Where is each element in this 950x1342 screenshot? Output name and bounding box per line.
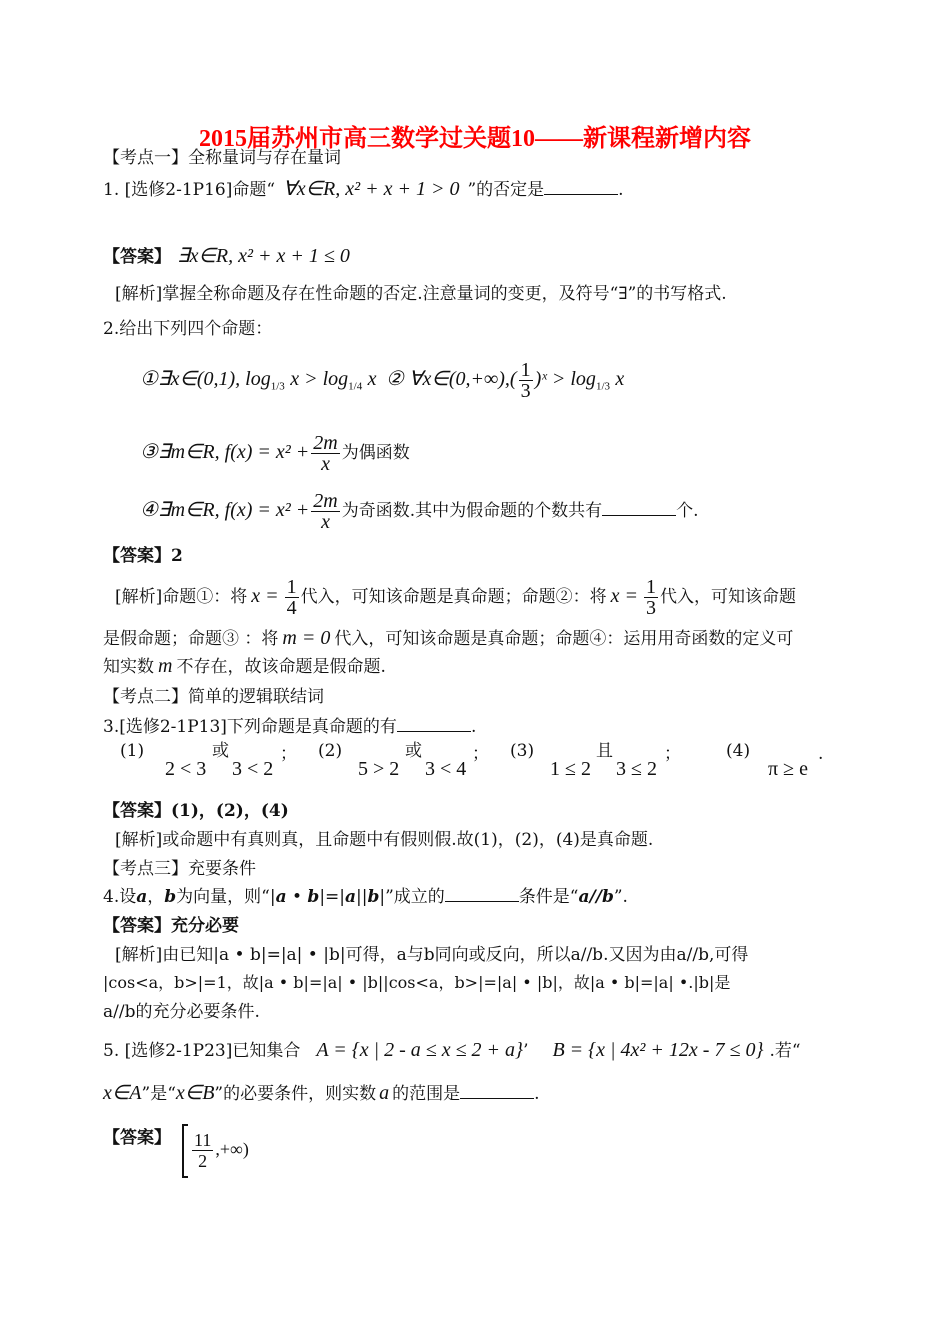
answer-1 — [103, 245, 350, 268]
prop3-fraction — [311, 433, 339, 474]
q2-blank — [602, 501, 676, 516]
section-heading-1: 【考点一】全称量词与存在量词 — [103, 148, 341, 168]
q3-item-4-sep: . — [818, 744, 824, 764]
jx2-l1c: 代入，可知该命题 — [660, 587, 797, 607]
answer-5-interval — [190, 1124, 249, 1175]
analysis-4-line-1: [解析]由已知|a • b|=|a| • |b|可得，a与b同向或反向，所以a//b.又因为由a//b,可得 — [115, 945, 749, 965]
prop3-end: 为偶函数 — [341, 443, 410, 463]
jx2-m0: m = 0 — [282, 627, 331, 649]
q4-e4: |=| — [319, 887, 346, 907]
analysis-3: [解析]或命题中有真则真，且命题中有假则假.故(1)，(2)，(4)是真命题. — [115, 830, 654, 850]
prop1-start: ①∃x∈(0,1), log — [140, 368, 271, 390]
q3-item-1-conj: 或 — [212, 741, 229, 761]
prop2-start: ② ∀x∈(0,+∞),( — [385, 368, 517, 390]
q4-h: ”. — [613, 887, 628, 907]
answer-2: 【答案】2 — [103, 546, 183, 566]
jx2-fraction-2 — [644, 577, 658, 618]
jx2-fraction-1 — [285, 577, 299, 618]
answer-5-left-bracket — [182, 1124, 188, 1178]
q5-xA: x∈A — [103, 1082, 142, 1104]
q3-item-1-sep: ； — [280, 744, 297, 764]
prop2-mid: )ˣ > log — [534, 368, 596, 390]
q4-e7: b — [367, 887, 380, 907]
answer-label: 【答案】 — [103, 247, 171, 267]
prop2-frac-num: 1 — [520, 359, 531, 381]
q3-item-2-a: 5 > 2 — [358, 758, 400, 780]
question-2: 2.给出下列四个命题： — [103, 319, 273, 339]
q5-blank — [460, 1084, 534, 1099]
q4-f: 条件是“ — [518, 887, 579, 907]
q3-item-2-sep: ； — [472, 744, 489, 764]
prop1-log-base-2: 1/4 — [348, 380, 363, 393]
q4-e1: a — [275, 887, 287, 907]
q4-e8: |”成立的 — [379, 887, 445, 907]
q5-l2g: . — [534, 1084, 540, 1104]
answer-5-frac-num: 11 — [194, 1130, 212, 1150]
q3-item-2-conj: 或 — [405, 741, 422, 761]
analysis-4-line-3: a//b的充分必要条件. — [103, 1002, 260, 1022]
q3-item-3-b: 3 ≤ 2 — [616, 758, 657, 780]
q5-l2f: 的范围是 — [392, 1084, 461, 1104]
jx2-l3a: 知实数 — [103, 657, 154, 677]
prop2-frac-den: 3 — [520, 380, 531, 402]
q3-item-1-num: (1) — [120, 741, 145, 761]
q3-item-3-conj: 且 — [596, 741, 613, 761]
jx2-l1a: [解析]命题①：将 — [115, 587, 248, 607]
answer-3: 【答案】(1)，(2)，(4) — [103, 801, 289, 821]
answer-5-label: 【答案】 — [103, 1128, 171, 1148]
answer-5-rest: ,+∞) — [215, 1139, 249, 1159]
proposition-3 — [140, 430, 410, 475]
prop1-mid: x > log — [290, 368, 349, 390]
q3-item-3-num: (3) — [510, 741, 535, 761]
q3-blank — [397, 717, 471, 732]
jx2-x-1: x = — [251, 585, 279, 607]
q4-blank — [445, 887, 519, 902]
q1-end: . — [618, 180, 624, 200]
q5-xB: x∈B — [175, 1082, 215, 1104]
q4-e3: b — [307, 887, 320, 907]
prop4-frac-den: x — [321, 511, 330, 533]
question-1 — [103, 178, 624, 201]
q3-item-3-a: 1 ≤ 2 — [550, 758, 591, 780]
q5-setB: B = {x | 4x² + 12x - 7 ≤ 0} — [552, 1039, 764, 1061]
answer-5-fraction — [192, 1130, 213, 1171]
q3-end: . — [470, 717, 477, 737]
prop4-frac-num: 2m — [313, 490, 338, 512]
prop4-end: 为奇函数.其中为假命题的个数共有 — [341, 501, 603, 521]
prop3-frac-num: 2m — [313, 432, 338, 454]
prop4-tail: 个. — [676, 501, 699, 521]
jx2-l3b: 不存在，故该命题是假命题. — [176, 657, 386, 677]
prop1-log-base: 1/3 — [270, 380, 285, 393]
q5-a: a — [379, 1082, 390, 1104]
jx2-f1-den: 4 — [286, 597, 297, 619]
q5-comma: ’ — [523, 1041, 529, 1061]
answer-1-math: ∃x∈R, x² + x + 1 ≤ 0 — [177, 245, 350, 267]
jx2-m: m — [158, 655, 173, 677]
q4-e5: a — [345, 887, 357, 907]
analysis-2-line-3 — [103, 655, 386, 678]
prop3-start: ③∃m∈R, f(x) = x² + — [140, 441, 310, 463]
jx2-l2b: 代入，可知该命题是真命题；命题④：运用用奇函数的定义可 — [334, 629, 794, 649]
jx2-l1b: 代入，可知该命题是真命题；命题②：将 — [300, 587, 607, 607]
jx2-l2: 是假命题；命题③ ：将 — [103, 629, 279, 649]
jx2-f2-den: 3 — [646, 597, 657, 619]
proposition-1-2 — [140, 360, 624, 403]
q5-setA: A = {x | 2 - a ≤ x ≤ 2 + a} — [316, 1039, 524, 1061]
q3-item-2-num: (2) — [318, 741, 343, 761]
q1-text-b: ”的否定是 — [467, 180, 545, 200]
question-3 — [103, 716, 476, 738]
q3-item-4-num: (4) — [726, 741, 751, 761]
analysis-4-line-2: |cos<a，b>|=1，故|a • b|=|a| • |b||cos<a，b>|=|a| • |b|，故|a • b|=|a| •.|b|是 — [103, 973, 731, 992]
document-title: 2015届苏州市高三数学过关题10——新课程新增内容 — [199, 126, 751, 152]
prop2-fraction — [519, 360, 533, 401]
question-5-line-2 — [103, 1078, 540, 1109]
prop3-frac-den: x — [321, 453, 330, 475]
question-5-line-1 — [103, 1032, 801, 1069]
prop4-start: ④∃m∈R, f(x) = x² + — [140, 499, 310, 521]
q3-item-1-a: 2 < 3 — [165, 758, 207, 780]
section-heading-3: 【考点三】充要条件 — [103, 859, 256, 879]
prop4-fraction — [311, 491, 339, 532]
q4-d: 为向量，则“| — [176, 887, 276, 907]
q4-c: ， — [147, 887, 165, 907]
jx2-f2-num: 1 — [646, 576, 657, 598]
q5-l2b: ”是“ — [141, 1084, 176, 1104]
proposition-4 — [140, 488, 699, 533]
section-heading-2: 【考点二】简单的逻辑联结词 — [103, 687, 324, 707]
q4-v2: b — [164, 887, 177, 907]
question-4 — [103, 886, 628, 908]
answer-5-frac-den: 2 — [198, 1151, 208, 1171]
jx2-f1-num: 1 — [286, 576, 297, 598]
analysis-1: [解析]掌握全称命题及存在性命题的否定.注意量词的变更，及符号“∃”的书写格式. — [115, 284, 727, 304]
q5-l1b: .若“ — [769, 1041, 801, 1061]
jx2-x-2: x = — [610, 585, 639, 607]
q3-text: 3.[选修2-1P13]下列命题是真命题的有 — [103, 717, 397, 737]
q5-l1a: 5. [选修2-1P23]已知集合 — [103, 1041, 301, 1061]
q4-a: 4.设 — [103, 887, 137, 907]
q1-blank — [544, 180, 618, 195]
prop1-end: x — [367, 368, 377, 390]
q4-v1: a — [136, 887, 148, 907]
analysis-2-line-2 — [103, 627, 793, 650]
q1-text-a: 1. [选修2-1P16]命题“ — [103, 180, 276, 200]
q1-math: ∀x∈R, x² + x + 1 > 0 — [283, 178, 460, 200]
q3-item-2-b: 3 < 4 — [425, 758, 467, 780]
answer-4: 【答案】充分必要 — [103, 916, 239, 936]
prop2-log-base: 1/3 — [595, 380, 610, 393]
analysis-2-line-1 — [115, 574, 796, 619]
q5-l2d: ”的必要条件，则实数 — [214, 1084, 377, 1104]
q4-e6: || — [356, 887, 368, 907]
q4-g: a//b — [578, 887, 614, 907]
q3-item-3-sep: ； — [664, 744, 681, 764]
prop2-end: x — [615, 368, 625, 390]
q4-e2: • — [286, 887, 308, 907]
q3-item-4-a: π ≥ e — [768, 758, 808, 780]
q3-item-1-b: 3 < 2 — [232, 758, 274, 780]
